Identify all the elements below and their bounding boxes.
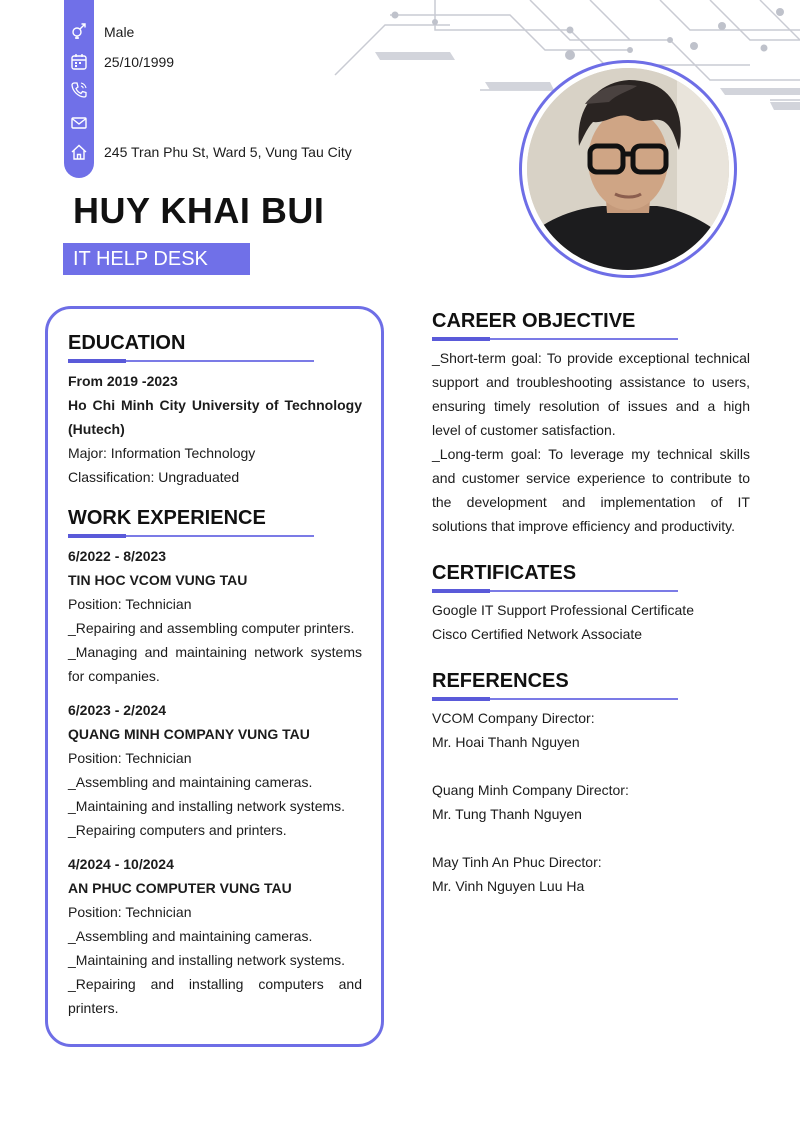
reference-name: Mr. Vinh Nguyen Luu Ha <box>432 878 585 894</box>
job-position: Position: Technician <box>68 750 192 766</box>
work-underline <box>68 535 314 537</box>
education-period: From 2019 -2023 <box>68 373 178 389</box>
reference-name: Mr. Hoai Thanh Nguyen <box>432 734 580 750</box>
job-period: 6/2022 - 8/2023 <box>68 548 167 564</box>
job-duty: _Assembling and maintaining cameras. <box>68 928 313 944</box>
birthdate-text: 25/10/1999 <box>104 54 175 70</box>
certificates-title: CERTIFICATES <box>432 562 577 584</box>
education-major: Major: Information Technology <box>68 445 256 461</box>
job-position: Position: Technician <box>68 904 192 920</box>
work-experience-title: WORK EXPERIENCE <box>68 507 266 529</box>
references-title: REFERENCES <box>432 670 569 692</box>
objective-underline <box>432 338 678 340</box>
gender-text: Male <box>104 24 135 40</box>
reference-role: VCOM Company Director: <box>432 710 595 726</box>
job-company: AN PHUC COMPUTER VUNG TAU <box>68 880 292 896</box>
home-icon <box>70 143 88 161</box>
references-underline <box>432 698 678 700</box>
short-term-goal: _Short-term goal: To provide exceptional technical support and troubleshooting assistance to users, ensuring timely resolution of issues and a high level of customer satisfaction. <box>432 350 750 438</box>
certificate-item: Cisco Certified Network Associate <box>432 626 643 642</box>
job-entry <box>68 698 362 842</box>
calendar-icon <box>70 53 88 71</box>
reference-name: Mr. Tung Thanh Nguyen <box>432 806 582 822</box>
job-duty: _Assembling and maintaining cameras. <box>68 774 313 790</box>
job-duty: _Maintaining and installing network systems. <box>68 952 346 968</box>
job-duty: _Repairing and installing computers and printers. <box>68 976 362 1016</box>
long-term-goal: _Long-term goal: To leverage my technical skills and customer service experience to contribute to the development and implementation of IT solutions that improve efficiency and productivity. <box>432 446 750 534</box>
job-duty: _Repairing computers and printers. <box>68 822 287 838</box>
profile-photo <box>527 68 729 270</box>
job-title-banner: IT HELP DESK <box>63 243 250 275</box>
job-period: 4/2024 - 10/2024 <box>68 856 174 872</box>
job-entry <box>68 852 362 1020</box>
job-position: Position: Technician <box>68 596 192 612</box>
education-underline <box>68 360 314 362</box>
education-school: Ho Chi Minh City University of Technology (Hutech) <box>68 397 362 437</box>
reference-role: May Tinh An Phuc Director: <box>432 854 602 870</box>
certificates-underline <box>432 590 678 592</box>
job-company: QUANG MINH COMPANY VUNG TAU <box>68 726 310 742</box>
job-duty: _Repairing and assembling computer printers. <box>68 620 355 636</box>
reference-role: Quang Minh Company Director: <box>432 782 629 798</box>
email-icon <box>70 114 88 132</box>
job-period: 6/2023 - 2/2024 <box>68 702 167 718</box>
career-objective-title: CAREER OBJECTIVE <box>432 310 636 332</box>
job-entry <box>68 544 362 688</box>
candidate-name: HUY KHAI BUI <box>73 190 325 231</box>
address-text: 245 Tran Phu St, Ward 5, Vung Tau City <box>104 144 352 160</box>
job-company: TIN HOC VCOM VUNG TAU <box>68 572 248 588</box>
gender-icon <box>70 22 88 40</box>
job-duty: _Managing and maintaining network systems for companies. <box>68 644 362 684</box>
education-classification: Classification: Ungraduated <box>68 469 240 485</box>
certificate-item: Google IT Support Professional Certificate <box>432 602 694 618</box>
job-duty: _Maintaining and installing network systems. <box>68 798 346 814</box>
phone-icon <box>70 81 88 99</box>
education-title: EDUCATION <box>68 332 186 354</box>
